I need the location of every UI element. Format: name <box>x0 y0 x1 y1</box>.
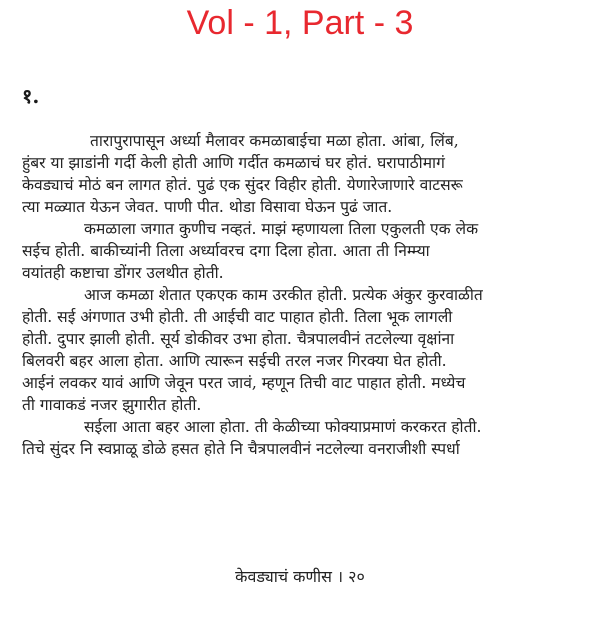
paragraph-line: केवड्याचं मोठं बन लागत होतं. पुढं एक सुंदर विहीर होती. येणारेजाणारे वाटसरू <box>22 176 463 194</box>
paragraph-line: होती. दुपार झाली होती. सूर्य डोकीवर उभा होता. चैत्रपालवीनं तटलेल्या वृक्षांना <box>22 330 455 348</box>
paragraph-3 <box>22 284 588 416</box>
paragraph-line: तारापुरापासून अर्ध्या मैलावर कमळाबाईचा मळा होता. आंबा, लिंब, <box>90 132 459 150</box>
paragraph-line: वयांतही कष्टाचा डोंगर उलथीत होती. <box>22 264 224 282</box>
paragraph-line: आईनं लवकर यावं आणि जेवून परत जावं, म्हणून तिची वाट पाहात होती. मध्येच <box>22 374 466 392</box>
paragraph-2 <box>22 218 588 284</box>
paragraph-line: तिचे सुंदर नि स्वप्नाळू डोळे हसत होते नि चैत्रपालवीनं नटलेल्या वनराजीशी स्पर्धा <box>22 440 460 458</box>
paragraph-line: ती गावाकडं नजर झुगारीत होती. <box>22 396 202 414</box>
page-footer: केवड्याचं कणीस । २० <box>235 567 365 586</box>
paragraph-line: त्या मळ्यात येऊन जेवत. पाणी पीत. थोडा विसावा घेऊन पुढं जात. <box>22 198 393 216</box>
chapter-number: १. <box>22 84 40 108</box>
paragraph-line: कमळाला जगात कुणीच नव्हतं. माझं म्हणायला तिला एकुलती एक लेक <box>84 220 479 238</box>
paragraph-line: सईला आता बहर आला होता. ती केळीच्या फोक्याप्रमाणं करकरत होती. <box>84 418 482 436</box>
paragraph-line: आज कमळा शेतात एकएक काम उरकीत होती. प्रत्येक अंकुर कुरवाळीत <box>84 286 483 304</box>
page-title: Vol - 1, Part - 3 <box>186 4 414 42</box>
paragraph-1 <box>22 130 588 218</box>
paragraph-line: सईच होती. बाकीच्यांनी तिला अर्ध्यावरच दगा दिला होता. आता ती निम्म्या <box>22 242 430 260</box>
paragraph-line: बिलवरी बहर आला होता. आणि त्यारून सईची तरल नजर गिरक्या घेत होती. <box>22 352 447 370</box>
paragraph-line: होती. सई अंगणात उभी होती. ती आईची वाट पाहात होती. तिला भूक लागली <box>22 308 453 326</box>
paragraph-line: हुंबर या झाडांनी गर्दी केली होती आणि गर्दीत कमळाचं घर होतं. घरापाठीमागं <box>22 154 445 172</box>
paragraph-4 <box>22 416 588 460</box>
body-text <box>22 130 588 460</box>
